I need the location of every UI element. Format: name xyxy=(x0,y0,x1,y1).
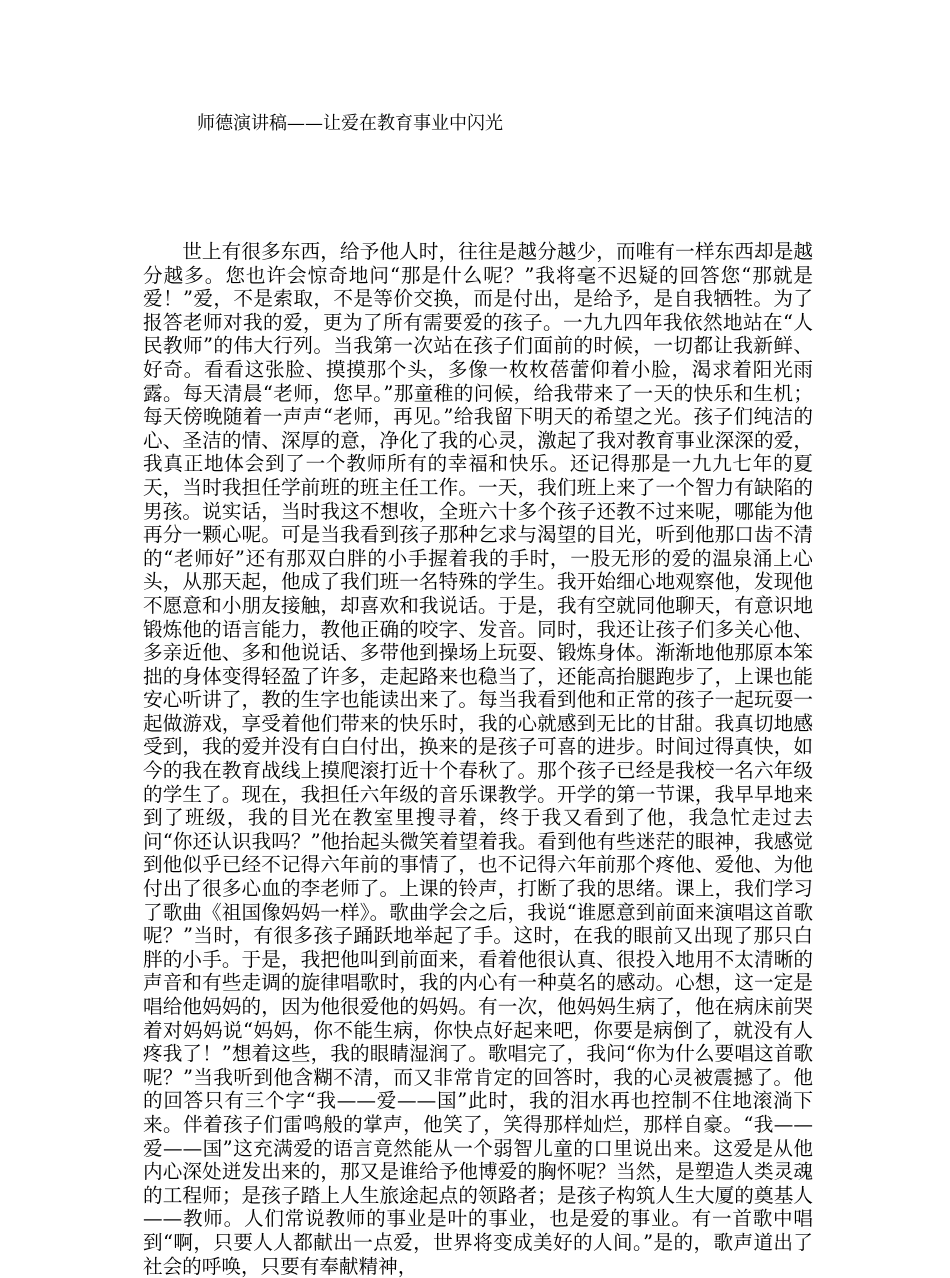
document-body-paragraph: 世上有很多东西，给予他人时，往往是越分越少，而唯有一样东西却是越分越多。您也许会惊奇地问“那是什么呢？”我将毫不迟疑的回答您“那就是爱！”爱，不是索取，不是等价交换，而是付出，是给予，是自我牺牲。为了报答老师对我的爱，更为了所有需要爱的孩子。一九九四年我依然地站在“人民教师”的伟大行列。当我第一次站在孩子们面前的时候，一切都让我新鲜、好奇。看看这张脸、摸摸那个头，多像一枚枚蓓蕾仰着小脸，渴求着阳光雨露。每天清晨“老师，您早。”那童稚的问候，给我带来了一天的快乐和生机；每天傍晚随着一声声“老师，再见。”给我留下明天的希望之光。孩子们纯洁的心、圣洁的情、深厚的意，净化了我的心灵，激起了我对教育事业深深的爱，我真正地体会到了一个教师所有的幸福和快乐。还记得那是一九九七年的夏天，当时我担任学前班的班主任工作。一天，我们班上来了一个智力有缺陷的男孩。说实话，当时我这不想收，全班六十多个孩子还教不过来呢，哪能为他再分一颗心呢。可是当我看到孩子那种乞求与渴望的目光，听到他那口齿不清的“老师好”还有那双白胖的小手握着我的手时，一股无形的爱的温泉涌上心头，从那天起，他成了我们班一名特殊的学生。我开始细心地观察他，发现他不愿意和小朋友接触，却喜欢和我说话。于是，我有空就同他聊天，有意识地锻炼他的语言能力，教他正确的咬字、发音。同时，我还让孩子们多关心他、多亲近他、多和他说话、多带他到操场上玩耍、锻炼身体。渐渐地他那原本笨拙的身体变得轻盈了许多，走起路来也稳当了，还能高抬腿跑步了，上课也能安心听讲了，教的生字也能读出来了。每当我看到他和正常的孩子一起玩耍一起做游戏，享受着他们带来的快乐时，我的心就感到无比的甘甜。我真切地感受到，我的爱并没有白白付出，换来的是孩子可喜的进步。时间过得真快，如今的我在教育战线上摸爬滚打近十个春秋了。那个孩子已经是我校一名六年级的学生了。现在，我担任六年级的音乐课教学。开学的第一节课，我早早地来到了班级，我的目光在教室里搜寻着，终于我又看到了他，我急忙走过去问“你还认识我吗？”他抬起头微笑着望着我。看到他有些迷茫的眼神，我感觉到他似乎已经不记得六年前的事情了，也不记得六年前那个疼他、爱他、为他付出了很多心血的李老师了。上课的铃声，打断了我的思绪。课上，我们学习了歌曲《祖国像妈妈一样》。歌曲学会之后，我说“谁愿意到前面来演唱这首歌呢？”当时，有很多孩子踊跃地举起了手。这时，在我的眼前又出现了那只白胖的小手。于是，我把他叫到前面来，看着他很认真、很投入地用不太清晰的声音和有些走调的旋律唱歌时，我的内心有一种莫名的感动。心想，这一定是唱给他妈妈的，因为他很爱他的妈妈。有一次，他妈妈生病了，他在病床前哭着对妈妈说“妈妈，你不能生病，你快点好起来吧，你要是病倒了，就没有人疼我了！”想着这些，我的眼睛湿润了。歌唱完了，我问“你为什么要唱这首歌呢？”当我听到他含糊不清，而又非常肯定的回答时，我的心灵被震撼了。他的回答只有三个字“我——爱——国”此时，我的泪水再也控制不住地滚淌下来。伴着孩子们雷鸣般的掌声，他笑了，笑得那样灿烂，那样自豪。“我——爱——国”这充满爱的语言竟然能从一个弱智儿童的口里说出来。这爱是从他内心深处迸发出来的，那又是谁给予他博爱的胸怀呢？当然，是塑造人类灵魂的工程师；是孩子踏上人生旅途起点的领路者；是孩子构筑人生大厦的奠基人——教师。人们常说教师的事业是叶的事业，也是爱的事业。有一首歌中唱到“啊，只要人人都献出一点爱，世界将变成美好的人间。”是的，歌声道出了社会的呼唤，只要有奉献精神， xyxy=(143,240,813,1278)
document-title: 师德演讲稿——让爱在教育事业中闪光 xyxy=(197,113,503,134)
